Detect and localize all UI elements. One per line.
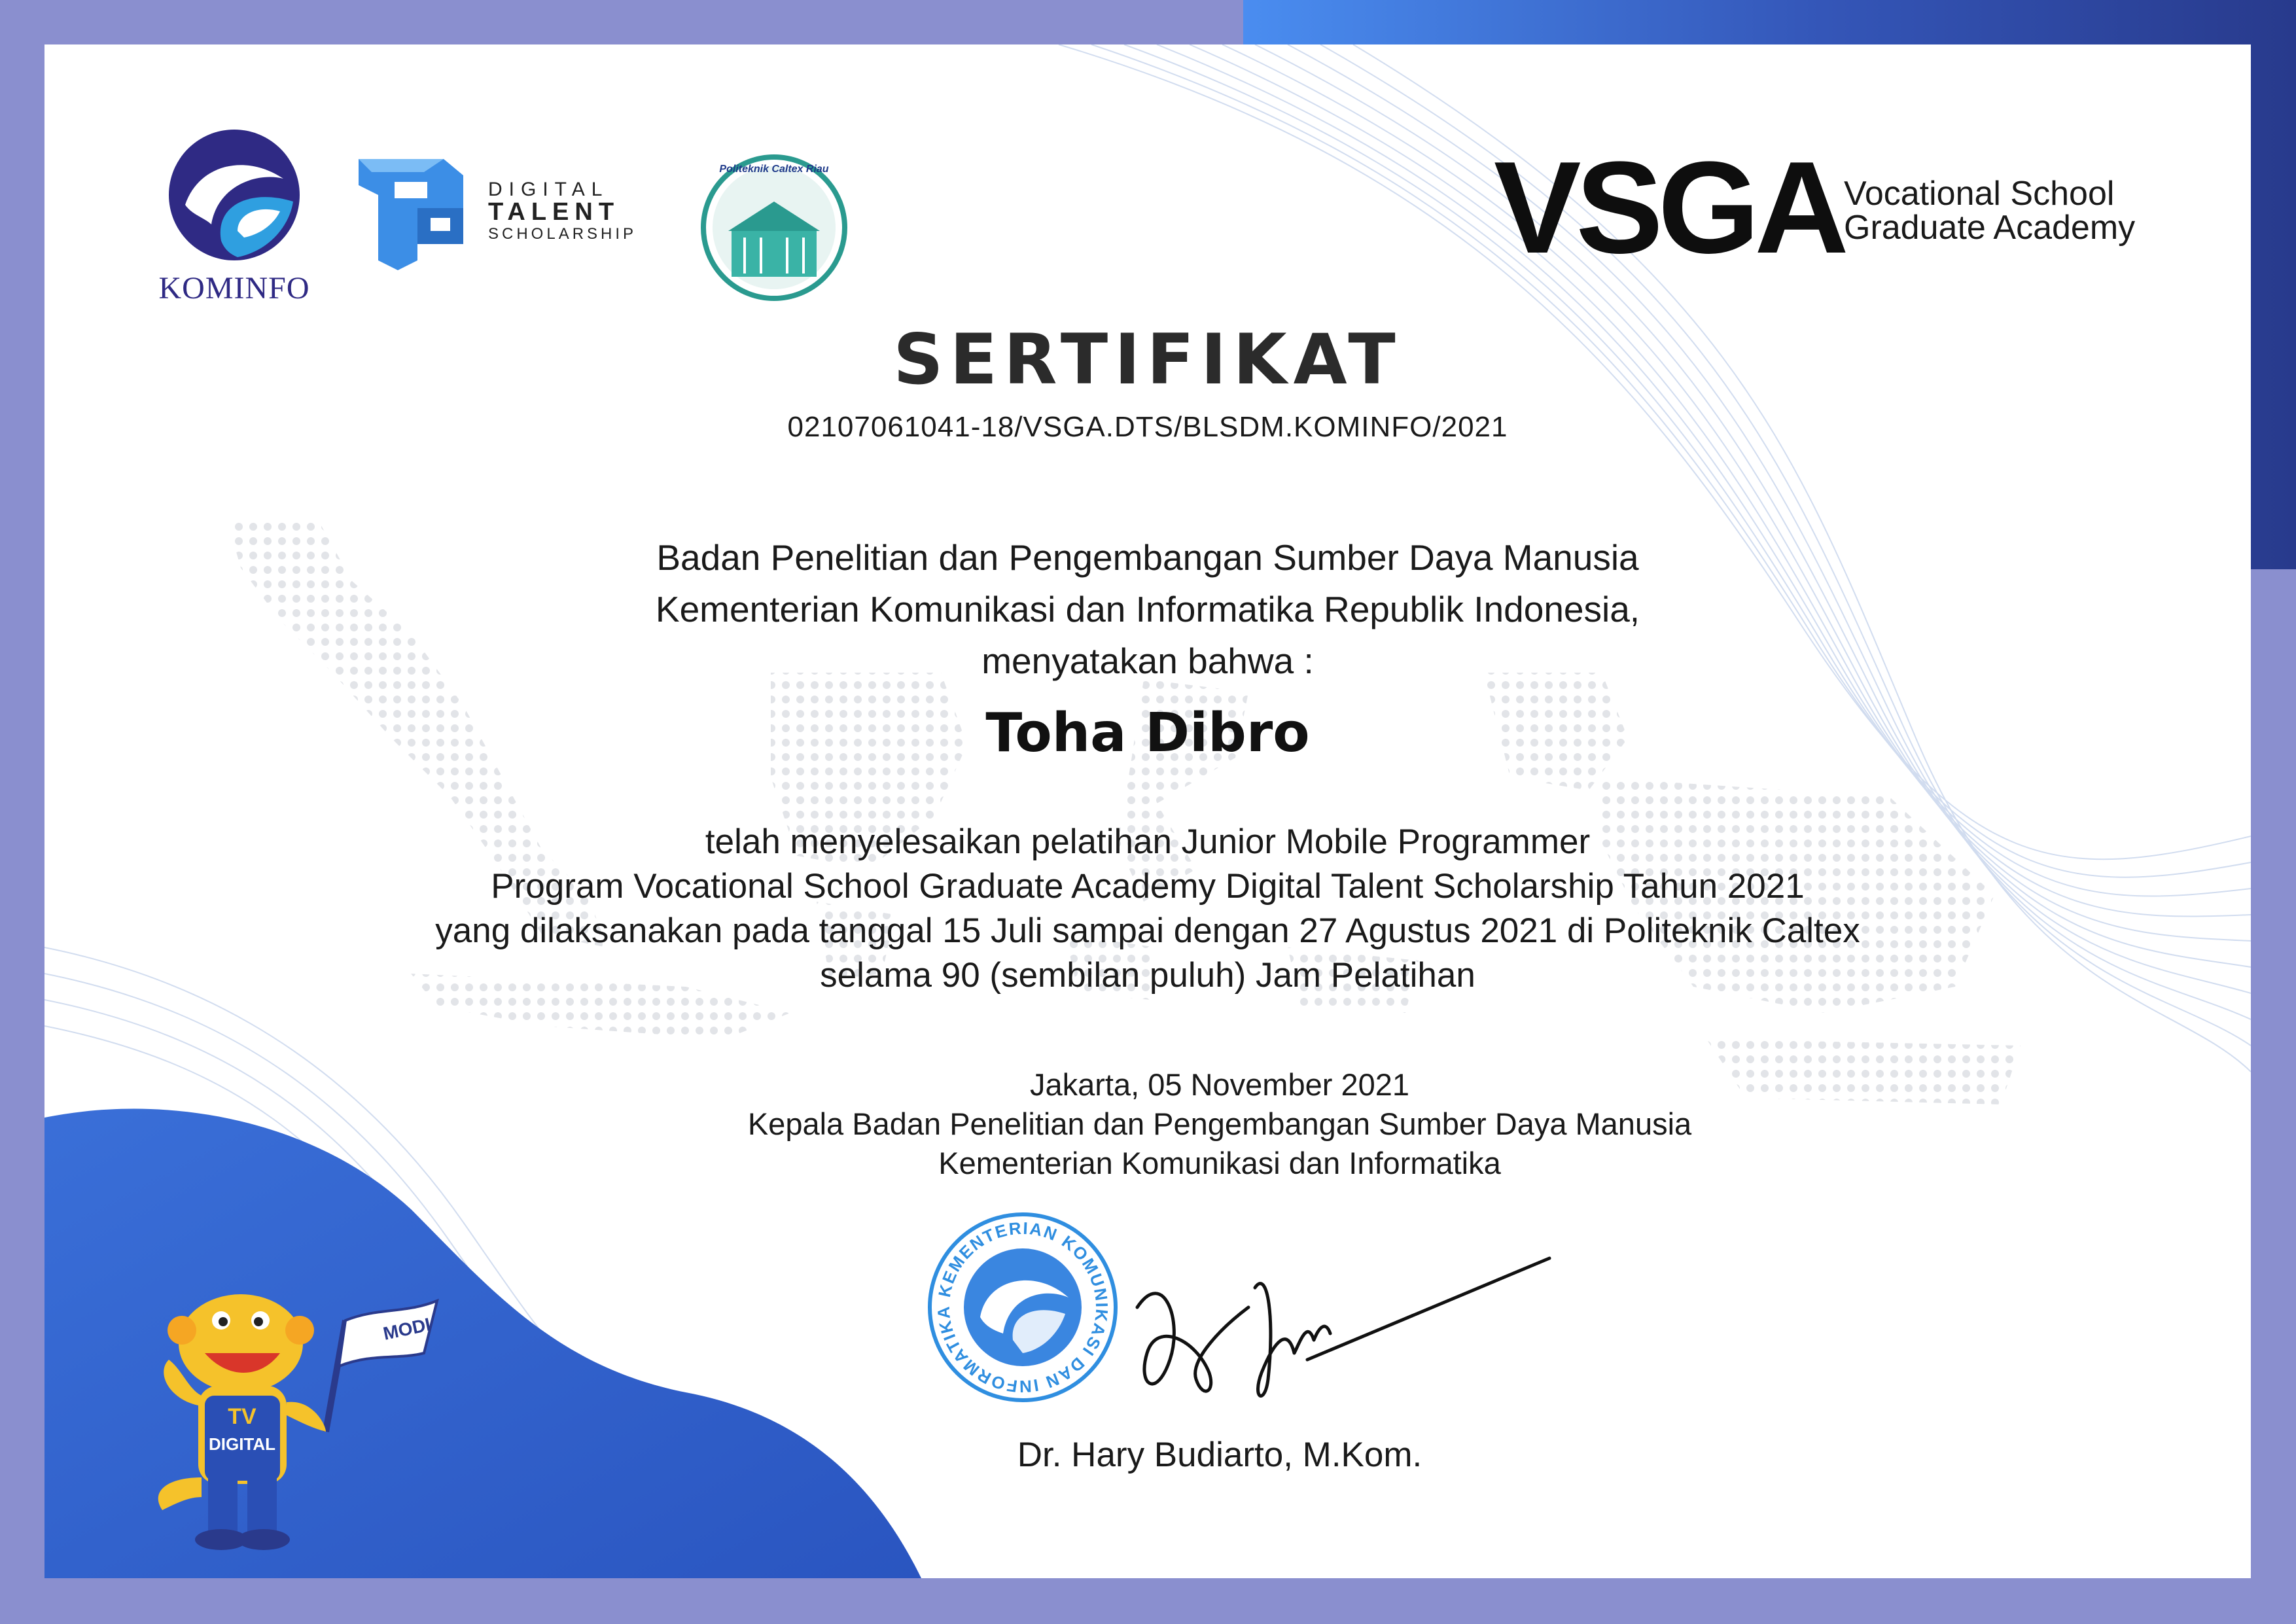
kominfo-logo bbox=[159, 126, 316, 270]
signer-name: Dr. Hary Budiarto, M.Kom. bbox=[1017, 1436, 1422, 1474]
body-line: Program Vocational School Graduate Academy Digital Talent Scholarship Tahun 2021 bbox=[491, 867, 1805, 906]
certificate-paper bbox=[44, 44, 2251, 1578]
body-line: telah menyelesaikan pelatihan Junior Mobile Programmer bbox=[705, 822, 1591, 861]
certificate-number: 02107061041-18/VSGA.DTS/BLSDM.KOMINFO/2021 bbox=[787, 411, 1508, 443]
seal-text: KEMENTERIAN KOMUNIKASI DAN INFORMATIKA bbox=[933, 1218, 1112, 1397]
tv-digital-mascot bbox=[130, 1281, 470, 1556]
dts-line3: SCHOLARSHIP bbox=[488, 225, 637, 243]
intro-line: Kementerian Komunikasi dan Informatika Republik Indonesia, bbox=[655, 589, 1640, 629]
vsga-logo-mark: VSGA bbox=[1494, 135, 1844, 281]
body-line: selama 90 (sembilan puluh) Jam Pelatihan bbox=[820, 956, 1475, 995]
mascot-badge-line2: DIGITAL bbox=[208, 1434, 276, 1454]
vsga-line1: Vocational School bbox=[1844, 175, 2115, 213]
mascot-badge-line1: TV bbox=[228, 1404, 256, 1429]
dts-logo bbox=[345, 146, 476, 274]
kominfo-logo-text: KOMINFO bbox=[158, 271, 310, 306]
intro-line: menyatakan bahwa : bbox=[981, 641, 1314, 681]
vsga-logo-text bbox=[1844, 177, 2135, 245]
body-text bbox=[44, 820, 2251, 998]
signature bbox=[1111, 1229, 1569, 1425]
body-line: yang dilaksanakan pada tanggal 15 Juli sampai dengan 27 Agustus 2021 di Politeknik Caltex bbox=[435, 911, 1860, 950]
place-date: Jakarta, 05 November 2021 bbox=[1030, 1067, 1409, 1102]
dts-line2: TALENT bbox=[488, 198, 620, 226]
certificate-title: SERTIFIKAT bbox=[893, 319, 1402, 400]
poltek-logo-text: Politeknik Caltex Riau bbox=[719, 164, 829, 175]
signer-title-line: Kementerian Komunikasi dan Informatika bbox=[938, 1146, 1501, 1180]
mascot-flag-text: MODI bbox=[381, 1314, 433, 1344]
intro-line: Badan Penelitian dan Pengembangan Sumber Daya Manusia bbox=[656, 537, 1639, 578]
signer-title-line: Kepala Badan Penelitian dan Pengembangan Sumber Daya Manusia bbox=[747, 1106, 1692, 1141]
dts-line1: DIGITAL bbox=[488, 179, 609, 200]
vsga-line2: Graduate Academy bbox=[1844, 209, 2136, 247]
kominfo-seal bbox=[925, 1209, 1121, 1405]
signature-block bbox=[116, 1065, 2251, 1183]
intro-text bbox=[44, 532, 2251, 687]
recipient-name: Toha Dibro bbox=[985, 702, 1310, 764]
dts-logo-text bbox=[488, 179, 637, 245]
